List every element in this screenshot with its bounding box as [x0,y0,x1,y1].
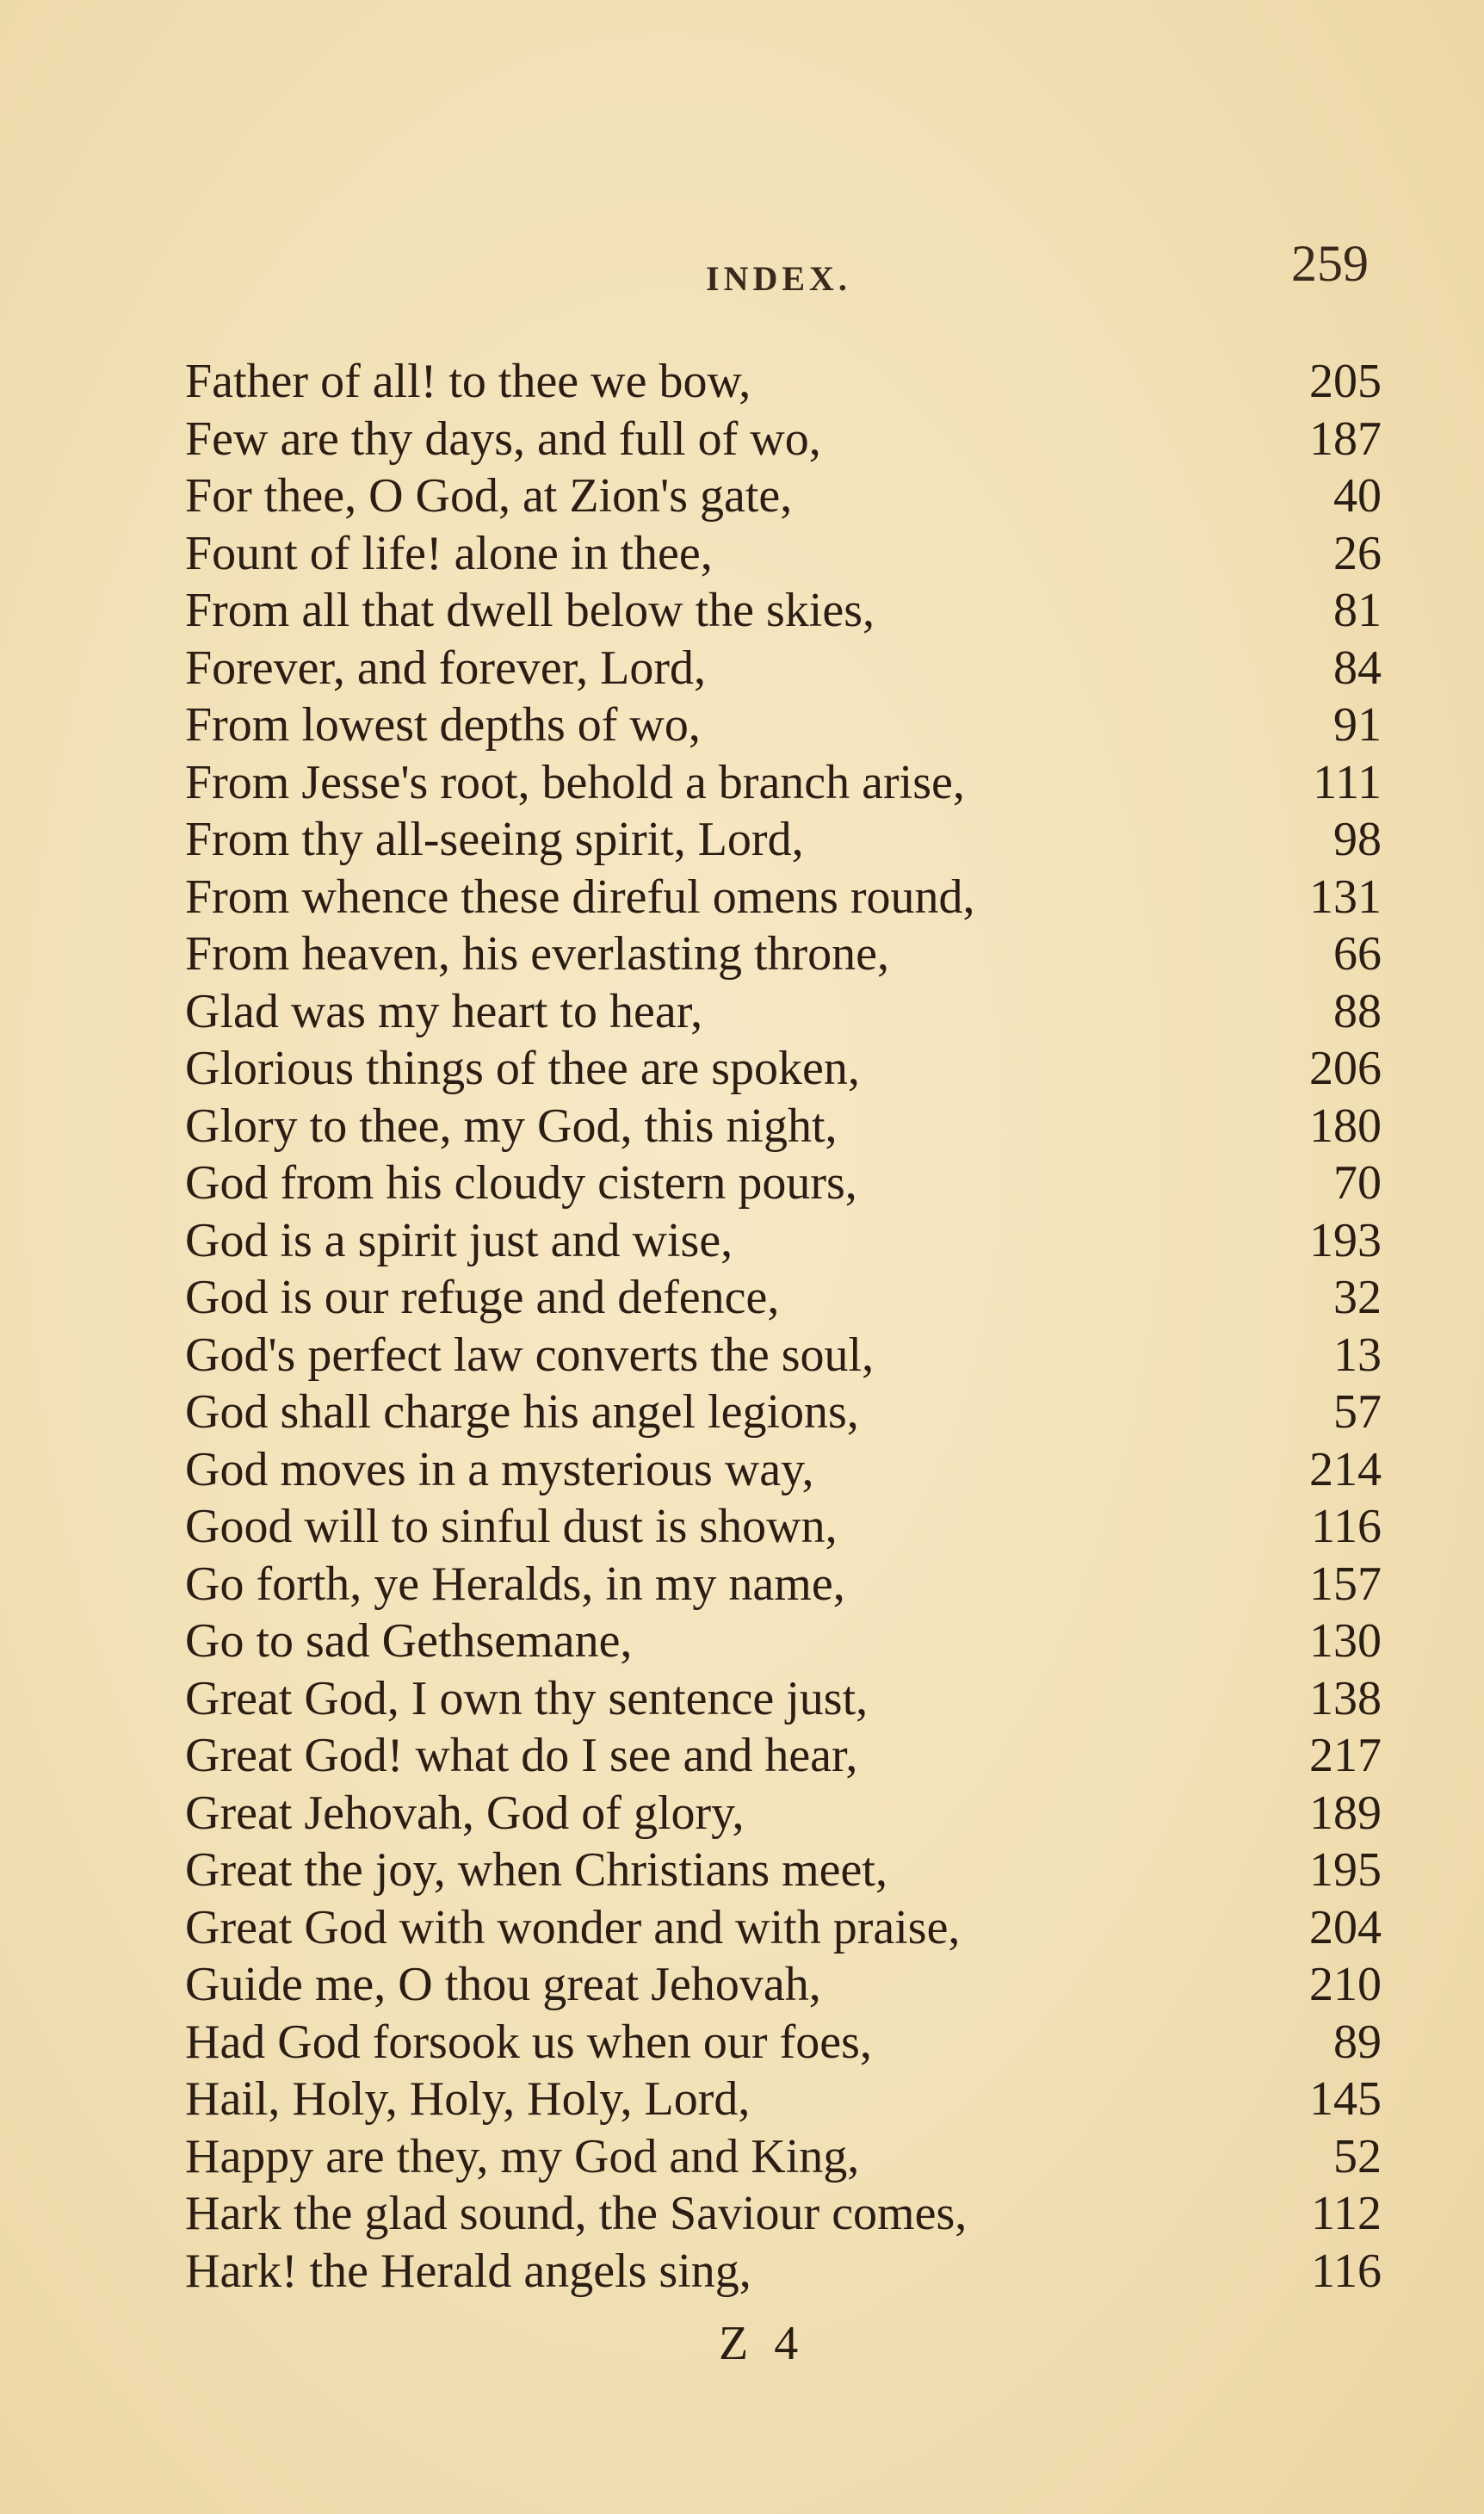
index-entry-page-number: 204 [1309,1900,1382,1954]
index-entry [185,525,1382,583]
index-entry [185,983,1382,1041]
index-entry-page-number: 112 [1311,2187,1382,2240]
index-entry-text: God shall charge his angel legions, [185,1385,859,1439]
index-entry-page-number: 157 [1309,1557,1382,1611]
index-entry-page-number: 98 [1333,813,1382,866]
index-entry-page-number: 84 [1333,641,1382,695]
index-entry [185,1441,1382,1499]
index-entry-page-number: 214 [1309,1442,1382,1496]
index-entry [185,1498,1382,1556]
index-entry [185,1556,1382,1613]
index-entry-page-number: 130 [1309,1614,1382,1668]
index-entry-text: From all that dwell below the skies, [185,584,875,637]
index-entry-text: For thee, O God, at Zion's gate, [185,469,793,523]
index-entry-text: God moves in a mysterious way, [185,1442,814,1496]
index-entry [185,468,1382,525]
index-entry-page-number: 57 [1333,1385,1382,1439]
index-entry-page-number: 13 [1333,1328,1382,1382]
index-entry [185,2071,1382,2128]
index-entry [185,1842,1382,1899]
index-entry-page-number: 145 [1309,2072,1382,2126]
index-entry-text: Happy are they, my God and King, [185,2129,860,2183]
index-entry-page-number: 187 [1309,412,1382,466]
index-entry-page-number: 88 [1333,984,1382,1038]
index-entry [185,697,1382,754]
index-entry [185,1956,1382,2014]
index-entry-text: Great God with wonder and with praise, [185,1900,961,1954]
index-entry-text: God's perfect law converts the soul, [185,1328,875,1382]
index-entry [185,1098,1382,1155]
index-entry-page-number: 40 [1333,469,1382,523]
index-entry-page-number: 89 [1333,2015,1382,2069]
index-entry-page-number: 210 [1309,1958,1382,2011]
index-entry-text: Great the joy, when Christians meet, [185,1843,887,1897]
index-entry-text: Glad was my heart to hear, [185,984,703,1038]
index-entry [185,1899,1382,1957]
index-entry-page-number: 111 [1313,755,1382,809]
index-entry-text: From thy all-seeing spirit, Lord, [185,813,804,866]
index-entry [185,1727,1382,1785]
index-entry-page-number: 70 [1333,1156,1382,1210]
index-entry-text: From whence these direful omens round, [185,870,975,924]
index-entry-text: From Jesse's root, behold a branch arise, [185,755,965,809]
index-entry-page-number: 193 [1309,1213,1382,1267]
index-entry [185,1040,1382,1098]
index-entry-text: Hark! the Herald angels sing, [185,2244,751,2298]
index-entry-text: From heaven, his everlasting throne, [185,927,890,981]
index-entry-text: Guide me, O thou great Jehovah, [185,1958,821,2011]
index-entry-page-number: 91 [1333,698,1382,752]
index-entry [185,1613,1382,1670]
index-entry-text: Father of all! to thee we bow, [185,355,751,408]
index-entry [185,2128,1382,2186]
printer-signature-mark: Z 4 [719,2317,806,2370]
index-entry [185,640,1382,697]
index-entry-text: Hail, Holy, Holy, Holy, Lord, [185,2072,751,2126]
index-entry [185,1384,1382,1441]
index-entry-page-number: 206 [1309,1042,1382,1095]
index-entry-text: Fount of life! alone in thee, [185,526,713,580]
index-entry-page-number: 26 [1333,526,1382,580]
index-entry-text: Few are thy days, and full of wo, [185,412,821,466]
index-entry-page-number: 116 [1311,2244,1382,2298]
index-entry [185,2014,1382,2071]
index-entry-text: Hark the glad sound, the Saviour comes, [185,2187,968,2240]
index-entry-text: Good will to sinful dust is shown, [185,1500,838,1553]
index-entry-text: Go to sad Gethsemane, [185,1614,633,1668]
page-header-title: INDEX. [706,259,851,298]
index-entry-page-number: 52 [1333,2129,1382,2183]
index-entry [185,582,1382,640]
index-entry-text: Great God, I own thy sentence just, [185,1671,869,1725]
index-entry [185,2243,1382,2300]
index-entry-text: Had God forsook us when our foes, [185,2015,872,2069]
index-entry-page-number: 131 [1309,870,1382,924]
index-entry [185,2185,1382,2243]
index-entry-page-number: 180 [1309,1099,1382,1153]
index-list [185,353,1382,2300]
index-entry [185,1269,1382,1327]
index-entry [185,1155,1382,1212]
index-entry [185,1670,1382,1728]
index-entry-page-number: 81 [1333,584,1382,637]
index-entry-page-number: 217 [1309,1729,1382,1782]
index-entry [185,811,1382,869]
index-entry [185,411,1382,468]
index-entry-page-number: 195 [1309,1843,1382,1897]
index-entry-page-number: 138 [1309,1671,1382,1725]
index-entry-page-number: 32 [1333,1271,1382,1324]
index-entry-text: Glory to thee, my God, this night, [185,1099,838,1153]
index-entry [185,1212,1382,1270]
index-entry-page-number: 205 [1309,355,1382,408]
index-entry-text: Forever, and forever, Lord, [185,641,707,695]
index-entry [185,869,1382,926]
index-entry [185,754,1382,812]
index-entry-text: From lowest depths of wo, [185,698,701,752]
index-entry-text: God is a spirit just and wise, [185,1213,733,1267]
index-entry-text: Great God! what do I see and hear, [185,1729,858,1782]
index-entry-page-number: 116 [1311,1500,1382,1553]
index-entry-text: Go forth, ye Heralds, in my name, [185,1557,845,1611]
index-entry [185,1327,1382,1384]
index-entry-text: Great Jehovah, God of glory, [185,1786,745,1840]
index-entry-text: God from his cloudy cistern pours, [185,1156,857,1210]
index-entry [185,926,1382,983]
index-entry [185,353,1382,411]
index-entry-text: Glorious things of thee are spoken, [185,1042,860,1095]
index-entry-text: God is our refuge and defence, [185,1271,780,1324]
index-entry-page-number: 189 [1309,1786,1382,1840]
index-entry [185,1785,1382,1842]
page-number: 259 [1291,235,1369,292]
index-entry-page-number: 66 [1333,927,1382,981]
